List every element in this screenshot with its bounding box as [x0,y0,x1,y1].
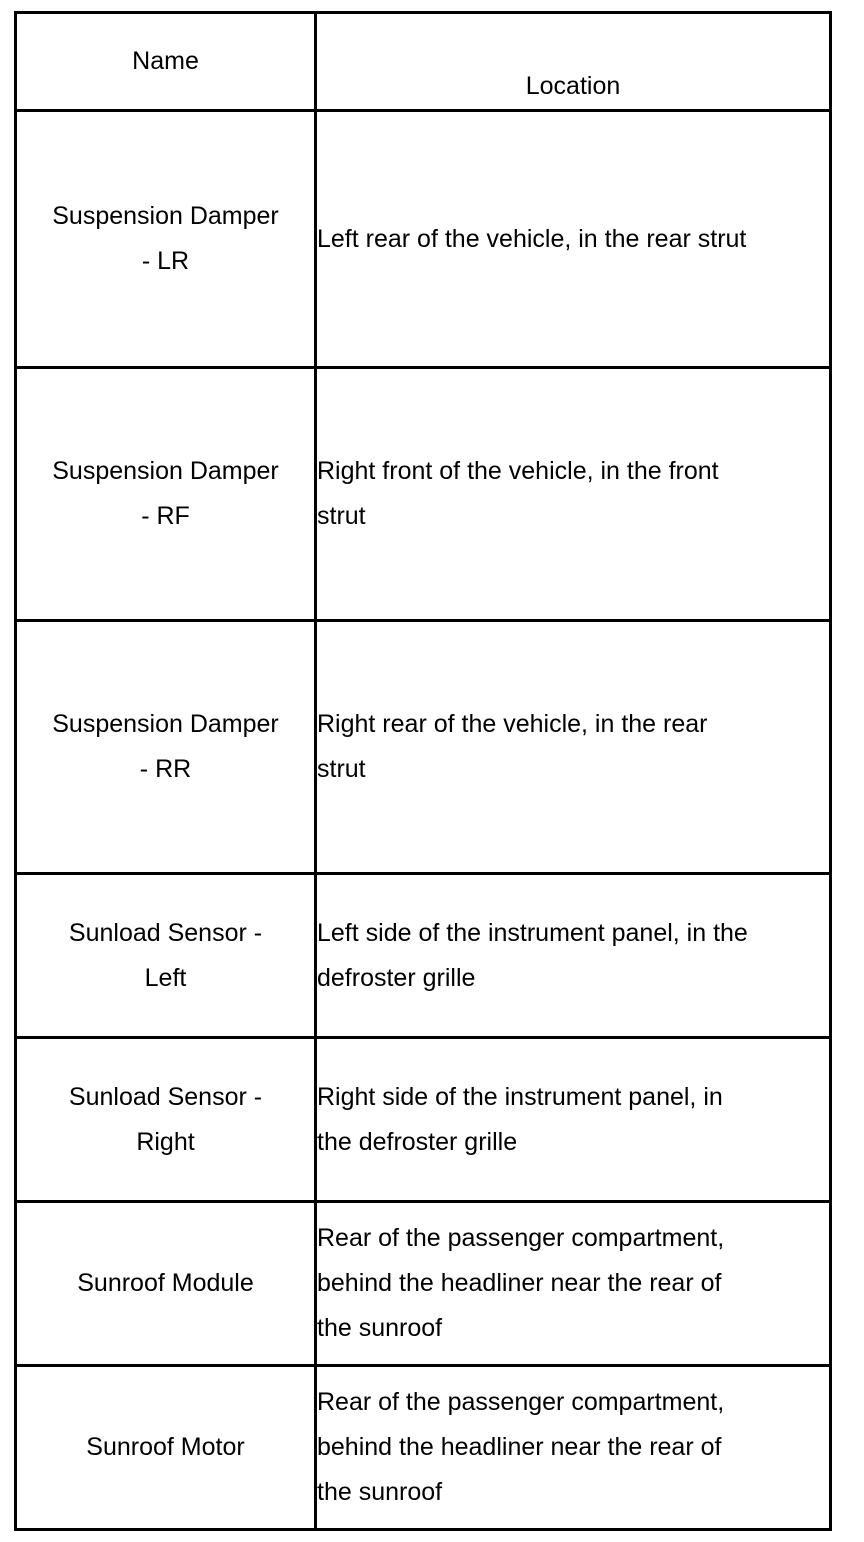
location-cell [316,368,831,621]
column-header-location: Location [316,13,831,111]
component-name: Sunroof Motor [86,1433,245,1461]
table-header-row [16,13,831,111]
name-cell [16,1366,316,1530]
component-location: Right side of the instrument panel, in the defroster grille [317,1082,723,1156]
name-cell [16,1202,316,1366]
location-cell [316,1202,831,1366]
name-cell [16,111,316,368]
table-row [16,1366,831,1530]
table-row [16,874,831,1038]
component-location: Right front of the vehicle, in the front strut [317,457,719,530]
table-row [16,1038,831,1202]
component-name: Sunroof Module [77,1269,254,1297]
location-cell [316,1366,831,1530]
name-cell [16,621,316,874]
location-cell [316,111,831,368]
component-location: Right rear of the vehicle, in the rear strut [317,710,708,783]
column-header-name: Name [16,13,316,111]
component-name: Suspension Damper - RR [52,710,279,783]
table-row [16,111,831,368]
component-location: Left side of the instrument panel, in the defroster grille [317,918,748,992]
table-row [16,1202,831,1366]
name-cell [16,368,316,621]
component-name: Sunload Sensor - Right [68,1082,263,1156]
component-location-table [14,11,832,1531]
component-name: Suspension Damper - LR [52,202,279,275]
table-row [16,621,831,874]
table-row [16,368,831,621]
location-cell [316,621,831,874]
component-location: Left rear of the vehicle, in the rear strut [317,224,747,253]
component-location: Rear of the passenger compartment, behind the headliner near the rear of the sunroof [317,1388,725,1506]
component-name: Suspension Damper - RF [52,457,279,530]
name-cell [16,874,316,1038]
name-cell [16,1038,316,1202]
location-cell [316,874,831,1038]
component-name: Sunload Sensor - Left [68,918,263,992]
component-location: Rear of the passenger compartment, behind the headliner near the rear of the sunroof [317,1224,725,1342]
location-cell [316,1038,831,1202]
